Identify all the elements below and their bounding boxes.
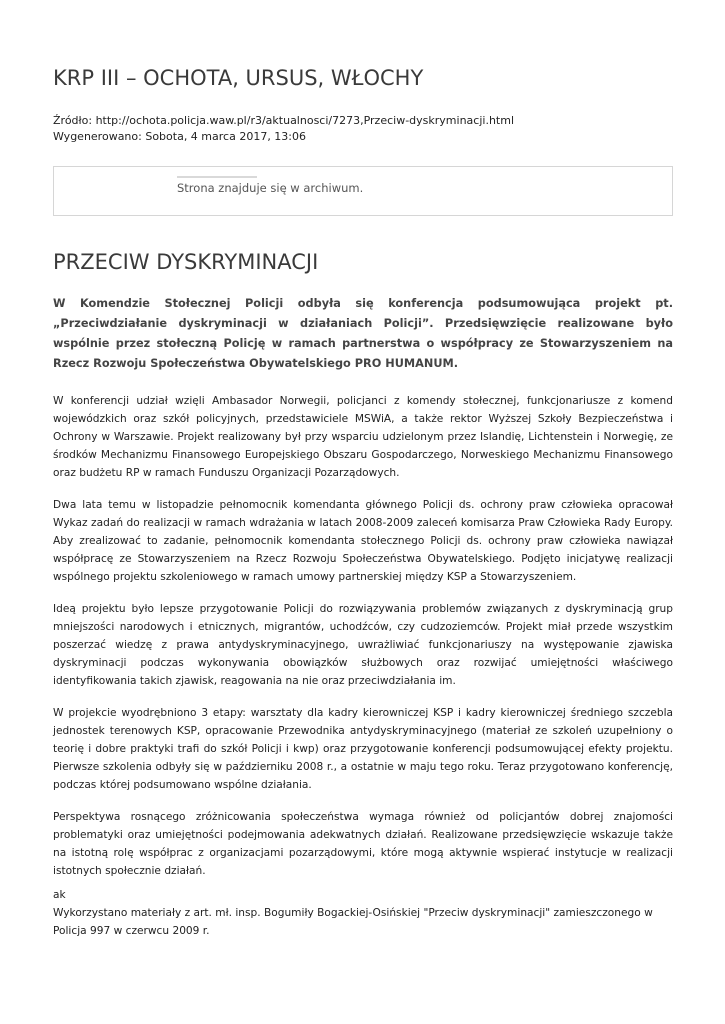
article-lead: W Komendzie Stołecznej Policji odbyła się konferencja podsumowująca projekt pt. „Przeciwdziałanie dyskryminacji w działaniach Policji”. Przedsięwzięcie realizowane było wspólnie przez stołeczną Policję w ramach partnerstwa o współpracy ze Stowarzyszeniem na Rzecz Rozwoju Społeczeństwa Obywatelskiego PRO HUMANUM. [53,297,673,370]
archive-notice-divider [177,176,257,178]
article-paragraph: Ideą projektu było lepsze przygotowanie Policji do rozwiązywania problemów związanych z dyskryminacją grup mniejszości narodowych i etnicznych, migrantów, uchodźców, czy cudzoziemców. Projekt miał przede wszystkim poszerzać wiedzę z prawa antydyskryminacyjnego, uwrażliwiać funkcjonariuszy na występowanie zjawiska dyskryminacji podczas wykonywania obowiązków służbowych oraz rozwijać umiejętności właściwego identyfikowania takich zjawisk, reagowania na nie oraz przeciwdziałania im. [53,603,673,687]
article-paragraph: Dwa lata temu w listopadzie pełnomocnik komendanta głównego Policji ds. ochrony praw człowieka opracował Wykaz zadań do realizacji w ramach wdrażania w latach 2008-2009 zaleceń komisarza Praw Człowieka Rady Europy. Aby zrealizować to zadanie, pełnomocnik komendanta stołecznego Policji ds. ochrony praw człowieka nawiązał współpracę ze Stowarzyszeniem na Rzecz Rozwoju Społeczeństwa Obywatelskiego. Podjęto inicjatywę realizacji wspólnego projektu szkoleniowego w ramach umowy partnerskiej między KSP a Stowarzyszeniem. [53,499,673,583]
document-meta [53,113,514,145]
article-title: PRZECIW DYSKRYMINACJI [53,250,319,274]
archive-notice-box [53,166,673,216]
article-paragraph: W konferencji udział wzięli Ambasador Norwegii, policjanci z komendy stołecznej, funkcjonariusze z komend wojewódzkich oraz szkół policyjnych, przedstawiciele MSWiA, a także rektor Wyższej Szkoły Bezpieczeństwa i Ochrony w Warszawie. Projekt realizowany był przy wsparciu udzielonym przez Islandię, Lichtenstein i Norwegię, ze środków Mechanizmu Finansowego Europejskiego Obszaru Gospodarczego, Norweskiego Mechanizmu Finansowego oraz budżetu RP w ramach Funduszu Organizacji Pozarządowych. [53,395,673,479]
article-body [53,294,673,894]
article-footer [53,886,673,940]
source-credit: Wykorzystano materiały z art. mł. insp. Bogumiły Bogackiej-Osińskiej "Przeciw dyskryminacji" zamieszczonego w Policja 997 w czerwcu 2009 r. [53,907,653,937]
article-paragraph: W projekcie wyodrębniono 3 etapy: warsztaty dla kadry kierowniczej KSP i kadry kierowniczej średniego szczebla jednostek terenowych KSP, opracowanie Przewodnika antydyskryminacyjnego (materiał ze szkoleń uzupełniony o teorię i dobre praktyki trafi do szkół Policji i kwp) oraz przygotowanie konferencji podsumowującej efekty projektu. Pierwsze szkolenia odbyły się w październiku 2008 r., a ostatnie w maju tego roku. Teraz przygotowano konferencję, podczas której podsumowano wspólne działania. [53,707,673,791]
author-initials: ak [53,889,66,901]
archive-notice-text: Strona znajduje się w archiwum. [177,181,364,195]
article-paragraph: Perspektywa rosnącego zróżnicowania społeczeństwa wymaga również od policjantów dobrej znajomości problematyki oraz umiejętności podejmowania adekwatnych działań. Realizowane przedsięwzięcie wskazuje także na istotną rolę współprac z organizacjami pozarządowymi, które mogą aktywnie wspierać instytucje w realizacji istotnych społecznie działań. [53,811,673,877]
site-title: KRP III – OCHOTA, URSUS, WŁOCHY [53,66,424,90]
source-url: Źródło: http://ochota.policja.waw.pl/r3/aktualnosci/7273,Przeciw-dyskryminacji.html [53,114,514,127]
generated-date: Wygenerowano: Sobota, 4 marca 2017, 13:06 [53,130,307,143]
